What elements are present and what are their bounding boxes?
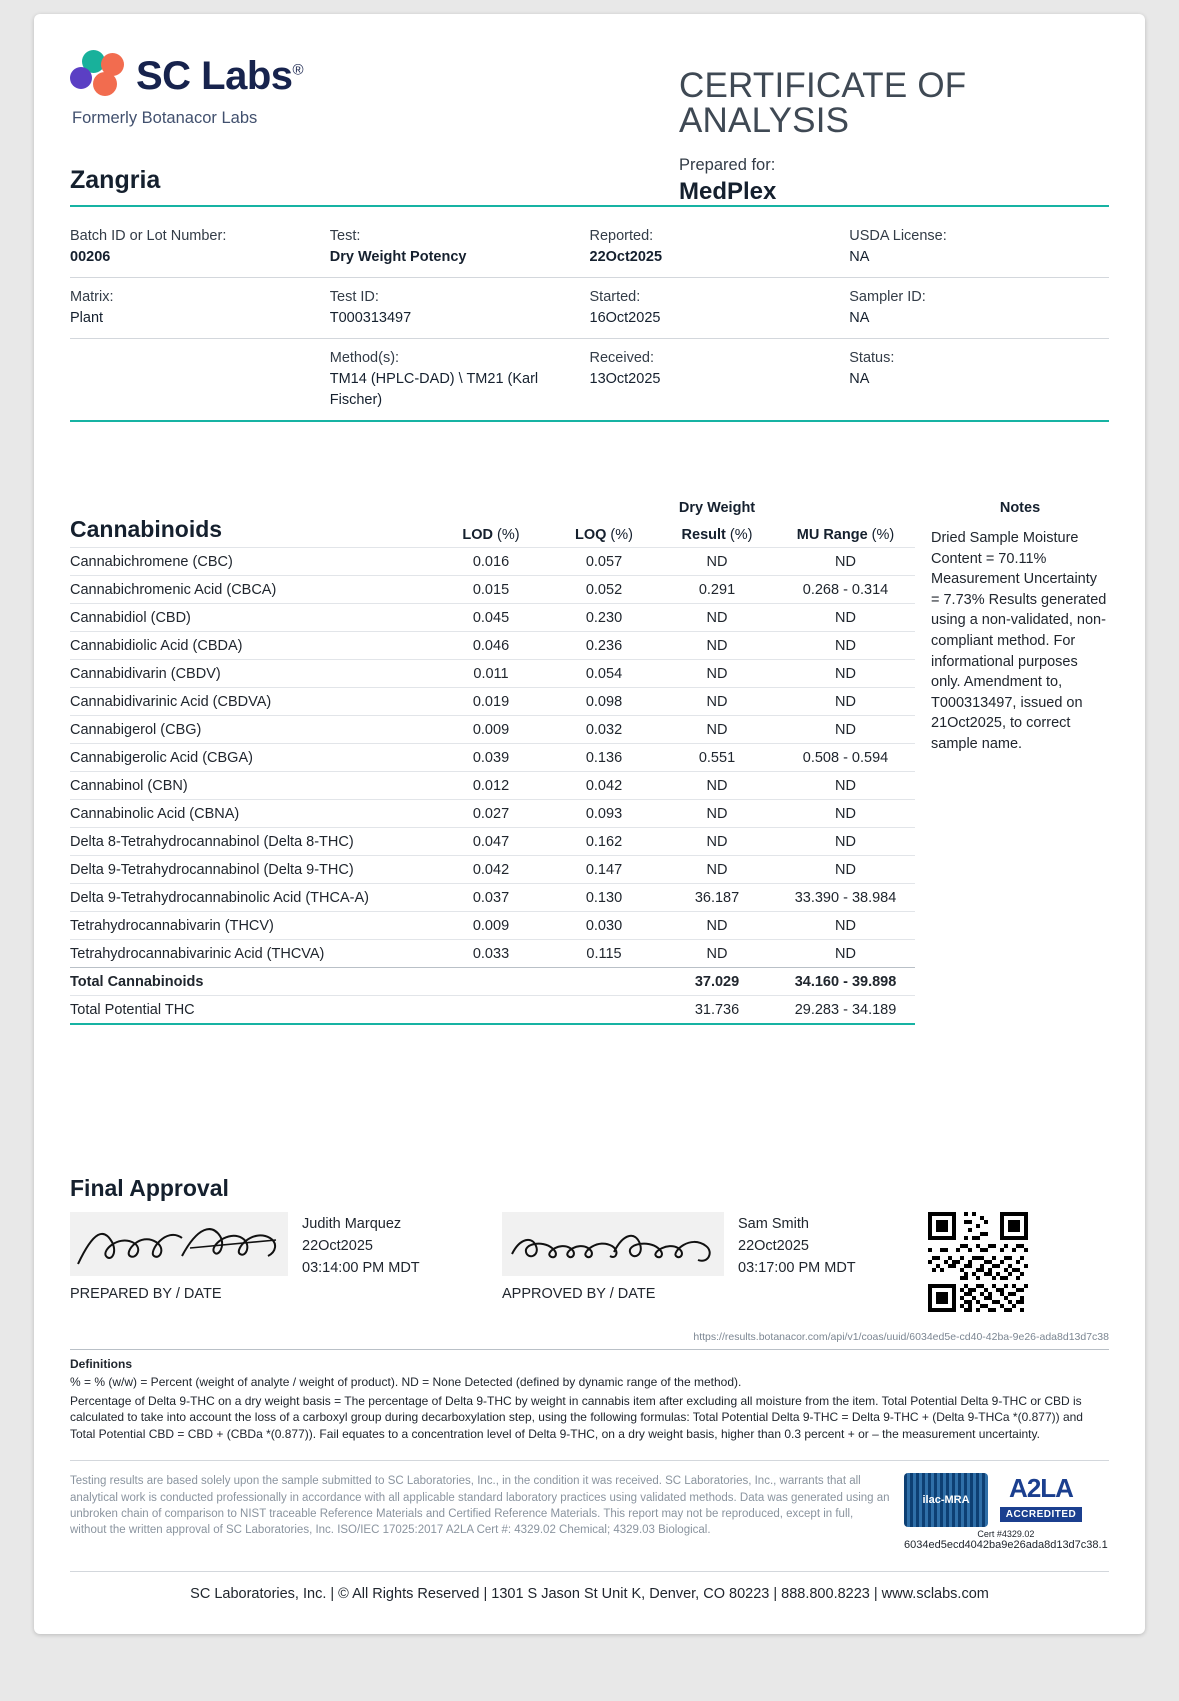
total-label: Total Cannabinoids bbox=[70, 973, 204, 990]
meta-started bbox=[590, 287, 850, 329]
meta-matrix bbox=[70, 287, 330, 329]
notes-column bbox=[915, 500, 1109, 1025]
meta-value: 16Oct2025 bbox=[589, 310, 661, 327]
analyte-name: Delta 9-Tetrahydrocannabinol (Delta 9-THC) bbox=[70, 861, 354, 878]
analyte-name: Cannabichromene (CBC) bbox=[70, 553, 233, 570]
brand-name-text: SC Labs bbox=[136, 54, 293, 98]
brand-logo bbox=[70, 50, 303, 128]
cell-loq: 0.162 bbox=[585, 833, 623, 850]
definitions-line-1: % = % (w/w) = Percent (weight of analyte / weight of product). ND = None Detected (defined by dynamic range of the method). bbox=[70, 1375, 742, 1390]
coa-document bbox=[34, 14, 1145, 1634]
analyte-name: Cannabigerol (CBG) bbox=[70, 721, 202, 738]
meta-value: NA bbox=[849, 310, 870, 327]
meta-sampler-id bbox=[849, 287, 1109, 329]
cell-mu: ND bbox=[835, 693, 856, 710]
analyte-name: Delta 9-Tetrahydrocannabinolic Acid (THCA-A) bbox=[70, 889, 369, 906]
cell-lod: 0.045 bbox=[472, 609, 510, 626]
client-name: MedPlex bbox=[679, 178, 777, 205]
meta-received bbox=[590, 348, 850, 411]
notes-text: Dried Sample Moisture Content = 70.11% Measurement Uncertainty = 7.73% Results generated using a non-validated, non-compliant method. For informational purposes only. Amendment to, T000313497, issued on 21Oct2025, to correct sample name. bbox=[931, 530, 1107, 752]
cannabinoids-section bbox=[70, 500, 1109, 1025]
meta-label: Batch ID or Lot Number: bbox=[70, 228, 227, 244]
a2la-logo-icon bbox=[998, 1473, 1084, 1527]
cell-result: 36.187 bbox=[694, 889, 740, 906]
table-row bbox=[70, 939, 915, 967]
metadata-row bbox=[70, 217, 1109, 277]
cell-mu: ND bbox=[835, 861, 856, 878]
trademark-symbol: ® bbox=[292, 61, 304, 79]
meta-value: NA bbox=[849, 249, 870, 266]
cell-mu: ND bbox=[835, 721, 856, 738]
analyte-name: Tetrahydrocannabivarinic Acid (THCVA) bbox=[70, 945, 325, 962]
section-title-cannabinoids: Cannabinoids bbox=[70, 516, 223, 543]
total-label: Total Potential THC bbox=[70, 1001, 195, 1018]
cell-mu: 0.268 - 0.314 bbox=[802, 581, 889, 598]
analyte-name: Cannabidiol (CBD) bbox=[70, 609, 191, 626]
cell-lod: 0.033 bbox=[472, 945, 510, 962]
cell-result: ND bbox=[706, 917, 728, 934]
table-row bbox=[70, 799, 915, 827]
cell-mu: ND bbox=[835, 917, 856, 934]
prepared-by-caption: PREPARED BY / DATE bbox=[70, 1286, 222, 1303]
column-header-notes: Notes bbox=[999, 500, 1041, 517]
meta-value: 22Oct2025 bbox=[589, 249, 663, 266]
meta-label: Status: bbox=[849, 350, 895, 367]
meta-label: Matrix: bbox=[70, 289, 114, 306]
cell-result: ND bbox=[706, 721, 728, 738]
prepared-signature-image bbox=[70, 1212, 288, 1276]
prepared-by-time: 03:14:00 PM MDT bbox=[302, 1259, 420, 1276]
approved-by-date: 22Oct2025 bbox=[738, 1237, 809, 1254]
table-row bbox=[70, 855, 915, 883]
final-approval-title: Final Approval bbox=[70, 1175, 229, 1202]
meta-label: Test ID: bbox=[329, 289, 379, 306]
cell-mu: ND bbox=[835, 609, 856, 626]
meta-test-id bbox=[330, 287, 590, 329]
analyte-name: Cannabidiolic Acid (CBDA) bbox=[70, 637, 243, 654]
cell-lod: 0.027 bbox=[472, 805, 510, 822]
meta-status bbox=[849, 348, 1109, 411]
analyte-name: Cannabidivarin (CBDV) bbox=[70, 665, 221, 682]
analyte-name: Cannabidivarinic Acid (CBDVA) bbox=[70, 693, 272, 710]
meta-label: Sampler ID: bbox=[849, 289, 926, 306]
qr-code-icon[interactable] bbox=[928, 1212, 1028, 1312]
cell-mu: ND bbox=[835, 833, 856, 850]
prepared-by-block bbox=[70, 1212, 502, 1302]
cell-result: 0.551 bbox=[698, 749, 736, 766]
analyte-name: Cannabinolic Acid (CBNA) bbox=[70, 805, 240, 822]
cell-loq: 0.098 bbox=[585, 693, 623, 710]
cell-lod: 0.011 bbox=[473, 665, 509, 682]
approved-by-block bbox=[502, 1212, 920, 1302]
cell-result: ND bbox=[706, 609, 728, 626]
definitions-section bbox=[70, 1349, 1109, 1442]
disclaimer-text: Testing results are based solely upon the sample submitted to SC Laboratories, Inc., in the condition it was received. SC Laboratories, Inc., warrants that all analytical work is conducted professionally in accordance with all applicable standard laboratory practices using validated methods. Data was generated using an unbroken chain of comparison to NIST traceable Reference Materials and Certified Reference Materials. This report may not be reproduced, except in full, without the written approval of SC Laboratories, Inc. ISO/IEC 17025:2017 A2LA Cert #: 4329.02 Chemical; 4329.03 Biological. bbox=[70, 1475, 890, 1537]
document-title: CERTIFICATE OF ANALYSIS bbox=[679, 66, 967, 140]
meta-label: Method(s): bbox=[329, 350, 400, 367]
sample-metadata bbox=[70, 217, 1109, 420]
table-row bbox=[70, 743, 915, 771]
table-row bbox=[70, 687, 915, 715]
cell-loq: 0.042 bbox=[585, 777, 623, 794]
meta-value: TM14 (HPLC-DAD) \ TM21 (Karl Fischer) bbox=[329, 371, 539, 409]
cell-mu: 29.283 - 34.189 bbox=[794, 1001, 897, 1018]
column-header-mu-range: MU Range (%) bbox=[796, 527, 895, 544]
cell-lod: 0.009 bbox=[472, 917, 510, 934]
cell-loq: 0.030 bbox=[585, 917, 623, 934]
signature-glyph bbox=[70, 1212, 288, 1276]
brand-tagline: Formerly Botanacor Labs bbox=[72, 109, 258, 127]
sc-labs-logo-icon bbox=[70, 50, 126, 102]
cell-mu: 0.508 - 0.594 bbox=[802, 749, 889, 766]
meta-batch-id bbox=[70, 226, 330, 268]
cell-result: 31.736 bbox=[694, 1001, 740, 1018]
cell-loq: 0.147 bbox=[585, 861, 623, 878]
cell-result: 0.291 bbox=[698, 581, 736, 598]
table-row bbox=[70, 827, 915, 855]
meta-value: Dry Weight Potency bbox=[329, 249, 467, 266]
brand-name bbox=[136, 56, 303, 96]
cell-loq: 0.052 bbox=[585, 581, 623, 598]
table-row-total-potential-thc bbox=[70, 995, 915, 1025]
cell-mu: ND bbox=[835, 805, 856, 822]
meta-usda-license bbox=[849, 226, 1109, 268]
cell-lod: 0.042 bbox=[472, 861, 510, 878]
signature-glyph bbox=[502, 1212, 724, 1276]
column-header-dry-weight: Dry Weight bbox=[678, 500, 756, 517]
analyte-name: Cannabichromenic Acid (CBCA) bbox=[70, 581, 277, 598]
definitions-heading: Definitions bbox=[70, 1357, 132, 1372]
divider-teal-bottom bbox=[70, 420, 1109, 422]
cell-result: ND bbox=[706, 553, 728, 570]
cell-lod: 0.039 bbox=[472, 749, 510, 766]
table-row bbox=[70, 715, 915, 743]
approved-by-name: Sam Smith bbox=[738, 1216, 809, 1233]
cell-mu: ND bbox=[835, 637, 856, 654]
table-row bbox=[70, 883, 915, 911]
meta-label: Test: bbox=[329, 228, 361, 244]
sample-name: Zangria bbox=[70, 166, 161, 194]
cell-mu: ND bbox=[835, 945, 856, 962]
table-row bbox=[70, 659, 915, 687]
cell-result: ND bbox=[706, 861, 728, 878]
meta-label: Received: bbox=[589, 350, 654, 367]
analyte-name: Cannabigerolic Acid (CBGA) bbox=[70, 749, 253, 766]
cell-result: ND bbox=[706, 833, 728, 850]
cannabinoids-table bbox=[70, 500, 915, 1025]
cell-lod: 0.016 bbox=[472, 553, 510, 570]
cell-lod: 0.047 bbox=[472, 833, 510, 850]
meta-label: Reported: bbox=[589, 228, 654, 244]
meta-methods bbox=[330, 348, 590, 411]
qr-code-area[interactable] bbox=[928, 1212, 1028, 1317]
meta-value: T000313497 bbox=[329, 310, 412, 327]
table-row-total-cannabinoids bbox=[70, 967, 915, 995]
final-approval-section bbox=[70, 1175, 1109, 1343]
cell-loq: 0.115 bbox=[586, 945, 622, 962]
ilac-mra-label: ilac-MRA bbox=[922, 1494, 970, 1507]
cell-loq: 0.130 bbox=[585, 889, 623, 906]
approved-by-details bbox=[724, 1212, 856, 1279]
analyte-name: Cannabinol (CBN) bbox=[70, 777, 188, 794]
cell-lod: 0.009 bbox=[472, 721, 510, 738]
coa-url[interactable]: https://results.botanacor.com/api/v1/coas/uuid/6034ed5e-cd40-42ba-9e26-ada8d13d7c38 bbox=[693, 1331, 1109, 1344]
prepared-by-date: 22Oct2025 bbox=[302, 1237, 373, 1254]
approved-by-caption: APPROVED BY / DATE bbox=[502, 1286, 656, 1303]
table-row bbox=[70, 575, 915, 603]
page-footer: SC Laboratories, Inc. | © All Rights Reserved | 1301 S Jason St Unit K, Denver, CO 80223 | 888.800.8223 | www.sclabs.com bbox=[70, 1571, 1109, 1620]
cell-result: 37.029 bbox=[694, 973, 740, 990]
meta-empty bbox=[70, 348, 330, 411]
ilac-mra-logo-icon bbox=[904, 1473, 988, 1527]
cell-loq: 0.032 bbox=[585, 721, 623, 738]
prepared-by-details bbox=[288, 1212, 420, 1279]
prepared-by-name: Judith Marquez bbox=[302, 1216, 402, 1233]
cell-result: ND bbox=[706, 665, 728, 682]
meta-value: 13Oct2025 bbox=[589, 371, 661, 388]
a2la-label: A2LA bbox=[1009, 1473, 1073, 1504]
accreditation-marks bbox=[904, 1473, 1108, 1551]
meta-value: Plant bbox=[70, 310, 104, 327]
approved-by-time: 03:17:00 PM MDT bbox=[738, 1259, 856, 1276]
cell-loq: 0.057 bbox=[585, 553, 623, 570]
cell-mu: ND bbox=[835, 665, 856, 682]
cell-lod: 0.019 bbox=[472, 693, 510, 710]
metadata-row bbox=[70, 339, 1109, 420]
disclaimer-section bbox=[70, 1460, 1109, 1551]
accredited-label: ACCREDITED bbox=[1000, 1507, 1083, 1522]
prepared-for-label: Prepared for: bbox=[679, 156, 776, 174]
cell-result: ND bbox=[706, 805, 728, 822]
meta-value: NA bbox=[849, 371, 870, 388]
column-header-result: Result (%) bbox=[681, 527, 753, 544]
cell-lod: 0.015 bbox=[472, 581, 510, 598]
cert-number: Cert #4329.02 bbox=[977, 1529, 1035, 1540]
cell-loq: 0.054 bbox=[585, 665, 623, 682]
meta-value: 00206 bbox=[70, 249, 111, 266]
table-row bbox=[70, 603, 915, 631]
cell-result: ND bbox=[706, 693, 728, 710]
definitions-line-2: Percentage of Delta 9-THC on a dry weight basis = The percentage of Delta 9-THC by weight in cannabis item after excluding all moisture from the item. Total Potential Delta 9-THC or CBD is calculated to take into account the loss of a carboxyl group during decarboxylation step, using the following formulas: Total Potential Delta 9-THC = Delta 9-THC + (Delta 9-THCa *(0.877)) and Total Potential CBD = CBD + (CBDa *(0.877)). Fail equates to a concentration level of Delta 9-THC, on a dry weight basis, higher than 0.3 percent + or – the measurement uncertainty. bbox=[70, 1393, 1083, 1441]
analyte-name: Tetrahydrocannabivarin (THCV) bbox=[70, 917, 274, 934]
cell-lod: 0.037 bbox=[472, 889, 510, 906]
table-row bbox=[70, 631, 915, 659]
cell-mu: 33.390 - 38.984 bbox=[794, 889, 897, 906]
cell-mu: ND bbox=[835, 553, 856, 570]
cell-lod: 0.012 bbox=[472, 777, 510, 794]
metadata-row bbox=[70, 278, 1109, 338]
cell-mu: ND bbox=[835, 777, 856, 794]
meta-test bbox=[330, 226, 590, 268]
cell-result: ND bbox=[706, 945, 728, 962]
cell-result: ND bbox=[706, 777, 728, 794]
table-row bbox=[70, 911, 915, 939]
cell-lod: 0.046 bbox=[472, 637, 510, 654]
meta-label: Started: bbox=[589, 289, 641, 306]
meta-reported bbox=[590, 226, 850, 268]
approved-signature-image bbox=[502, 1212, 724, 1276]
meta-label: USDA License: bbox=[849, 228, 947, 244]
table-row bbox=[70, 547, 915, 575]
column-header-loq: LOQ (%) bbox=[574, 527, 633, 544]
cell-result: ND bbox=[706, 637, 728, 654]
cell-mu: 34.160 - 39.898 bbox=[794, 973, 897, 990]
table-row bbox=[70, 771, 915, 799]
cell-loq: 0.236 bbox=[585, 637, 623, 654]
analyte-name: Delta 8-Tetrahydrocannabinol (Delta 8-THC) bbox=[70, 833, 354, 850]
prepared-for-block bbox=[679, 156, 1109, 206]
cell-loq: 0.093 bbox=[585, 805, 623, 822]
cell-loq: 0.230 bbox=[585, 609, 623, 626]
report-uuid: 6034ed5ecd4042ba9e26ada8d13d7c38.1 bbox=[904, 1539, 1108, 1552]
cell-loq: 0.136 bbox=[585, 749, 623, 766]
column-header-lod: LOD (%) bbox=[462, 527, 520, 544]
